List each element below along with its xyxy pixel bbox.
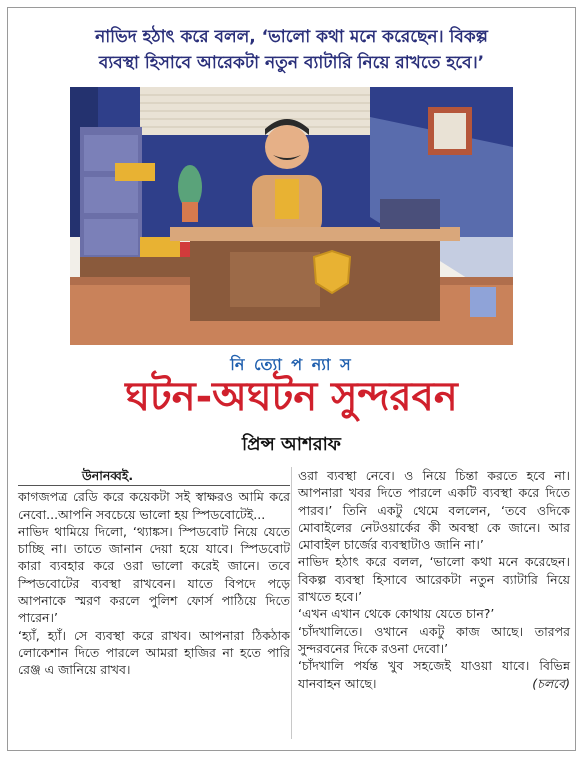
office-scene-illustration — [70, 87, 513, 345]
desk-top — [170, 227, 460, 241]
pull-quote-line-2: ব্যবস্থা হিসাবে আরেকটা নতুন ব্যাটারি নিয়ে রাখতে হবে।’ — [98, 53, 485, 73]
right-paragraph-4: ‘চাঁদখালিতে। ওখানে একটু কাজ আছে। তারপর সুন্দরবনের দিকে রওনা দেবো।’ — [298, 623, 570, 656]
officer-head — [265, 125, 309, 169]
chapter-rule — [18, 485, 290, 486]
left-paragraph-3: ‘হ্যাঁ, হ্যাঁ। সে ব্যবস্থা করে রাখব। আপনারা ঠিকঠাক লোকেশান দিতে পারলে আমরা হাজির না হতে পারি রেঞ্জ এ জানিয়ে রাখব। — [18, 627, 290, 678]
left-paragraph-1: কাগজপত্র রেডি করে কয়েকটা সই স্বাক্ষরও আমি করে নেবো...আপনি সবচেয়ে ভালো হয় স্পিডবোটেই... — [18, 489, 290, 522]
article-kicker: নি ত্যো প ন্যা স — [230, 355, 353, 374]
article-title: ঘটন-অঘটন সুন্দরবন — [125, 374, 458, 420]
right-paragraph-1: ওরা ব্যবস্থা নেবে। ও নিয়ে চিন্তা করতে হবে না। আপনারা খবর দিতে পারলে একটি ব্যবস্থা করে দিতে পারব।’ তিনি একটু থেমে বললেন, ‘তবে ওদিকে মোবাইলের নেটওয়ার্কের কী অবস্থা কে জানে। আর মোবাইল চার্জের ব্যবস্থাটাও জানি না।’ — [298, 468, 570, 553]
pull-quote-line-1: নাভিদ হঠাৎ করে বলল, ‘ভালো কথা মনে করেছেন। বিকল্প — [95, 27, 488, 47]
column-divider — [291, 467, 292, 739]
right-paragraph-3: ‘এখন এখান থেকে কোথায় যেতে চান?’ — [298, 606, 495, 622]
article-column-right — [298, 467, 570, 692]
pull-quote — [20, 24, 563, 76]
chapter-number: উনানব্বই. — [82, 468, 134, 483]
computer-monitor — [380, 199, 440, 229]
trash-bin — [470, 287, 496, 317]
right-paragraph-2: নাভিদ হঠাৎ করে বলল, ‘ভালো কথা মনে করেছেন। বিকল্প ব্যবস্থা হিসাবে আরেকটা নতুন ব্যাটারি নিয়ে রাখতে হবে।’ — [298, 554, 570, 605]
office-illustration-svg — [70, 87, 513, 345]
article-author: প্রিন্স আশরাফ — [242, 434, 341, 455]
right-paragraph-5-text: ‘চাঁদখালি পর্যন্ত খুব সহজেই যাওয়া যাবে। বিভিন্ন যানবাহন আছে। — [298, 658, 570, 691]
right-paragraph-5 — [298, 657, 570, 692]
left-paragraph-2: নাভিদ থামিয়ে দিলো, ‘থ্যাঙ্কস। স্পিডবোট নিয়ে যেতে চাচ্ছি না। তাতে জানান দেয়া হয়ে যাবে। স্পিডবোট কারা ব্যবহার করে ওরা ভালো করেই জানে। তবে স্পিডবোটের ব্যবস্থা রাখবেন। যাতে বিপদে পড়ে আপনাকে স্মরণ করলে পুলিশ ফোর্স পাঠিয়ে দিতে পারেন।’ — [18, 523, 290, 626]
continued-label: (চলবে) — [532, 675, 570, 691]
article-column-left — [18, 467, 290, 679]
